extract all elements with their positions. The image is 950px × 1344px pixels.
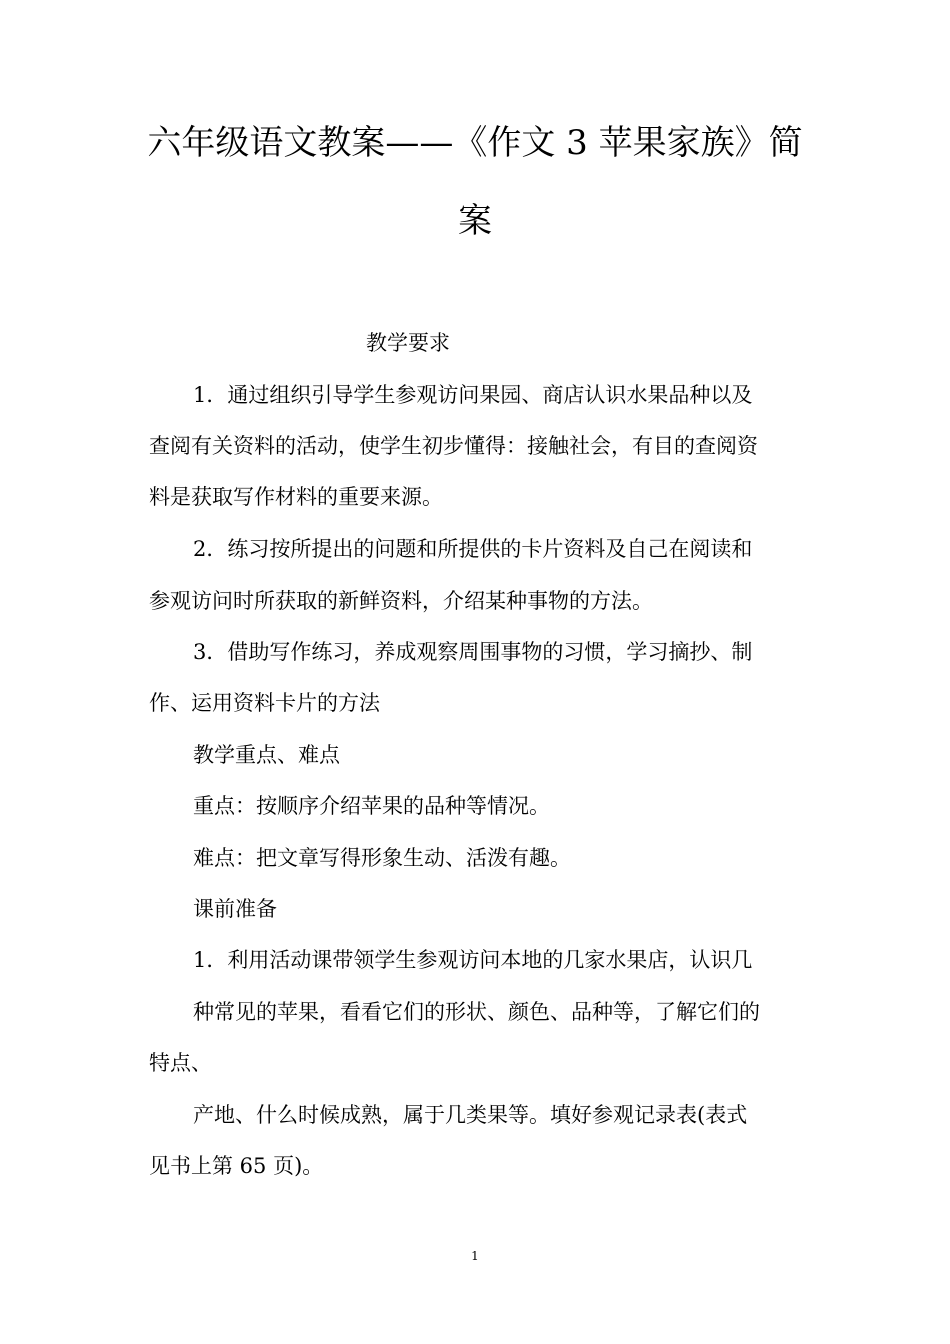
paragraph-line: 作、运用资料卡片的方法 [149, 691, 380, 715]
paragraph-line: 1．利用活动课带领学生参观访问本地的几家水果店，认识几 [193, 948, 753, 972]
paragraph-line: 查阅有关资料的活动，使学生初步懂得：接触社会，有目的查阅资 [149, 434, 758, 458]
page-number: 1 [471, 1249, 479, 1263]
paragraph-line: 2．练习按所提出的问题和所提供的卡片资料及自己在阅读和 [193, 537, 753, 561]
document-title-line-1: 六年级语文教案——《作文 3 苹果家族》简 [147, 123, 803, 163]
paragraph-line: 种常见的苹果，看看它们的形状、颜色、品种等，了解它们的 [193, 1000, 760, 1024]
document-title-line-2: 案 [458, 201, 492, 241]
paragraph-line: 特点、 [149, 1051, 212, 1075]
paragraph-line: 料是获取写作材料的重要来源。 [149, 485, 443, 509]
paragraph-line: 难点：把文章写得形象生动、活泼有趣。 [193, 846, 571, 870]
section-heading-preparation: 课前准备 [193, 897, 277, 921]
paragraph-line: 3．借助写作练习，养成观察周围事物的习惯，学习摘抄、制 [193, 640, 753, 664]
paragraph-line: 参观访问时所获取的新鲜资料，介绍某种事物的方法。 [149, 589, 653, 613]
section-heading-key-points: 教学重点、难点 [193, 743, 340, 767]
paragraph-line: 重点：按顺序介绍苹果的品种等情况。 [193, 794, 550, 818]
paragraph-line: 产地、什么时候成熟，属于几类果等。填好参观记录表(表式 [193, 1103, 748, 1127]
section-heading-teaching-requirements: 教学要求 [366, 331, 450, 355]
paragraph-line: 见书上第 65 页)。 [149, 1154, 324, 1178]
paragraph-line: 1．通过组织引导学生参观访问果园、商店认识水果品种以及 [193, 383, 753, 407]
